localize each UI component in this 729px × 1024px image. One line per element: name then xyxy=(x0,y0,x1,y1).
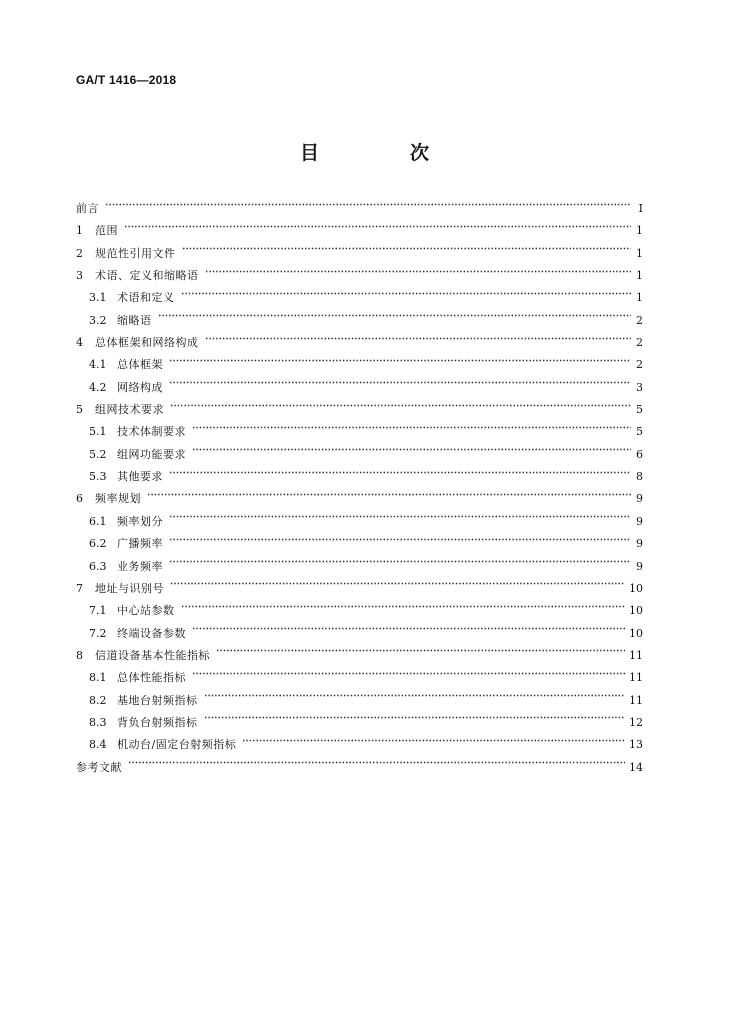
toc-entry-number: 6.1 xyxy=(89,514,107,528)
toc-entry[interactable] xyxy=(76,667,643,689)
toc-entry-title: 地址与识别号 xyxy=(95,581,164,595)
toc-dot-leader xyxy=(205,266,632,276)
toc-entry[interactable] xyxy=(76,265,643,287)
toc-dot-leader xyxy=(158,311,632,321)
toc-entry-number: 7.1 xyxy=(89,604,107,618)
toc-dot-leader xyxy=(242,735,625,745)
toc-entry-title: 信道设备基本性能指标 xyxy=(95,648,210,662)
toc-entry-page: 5 xyxy=(636,403,643,417)
toc-entry[interactable] xyxy=(76,466,643,488)
toc-entry[interactable] xyxy=(76,556,643,578)
toc-dot-leader xyxy=(105,199,631,209)
toc-entry-title: 术语、定义和缩略语 xyxy=(95,269,199,283)
toc-entry-page: 2 xyxy=(636,358,643,372)
toc-entry-page: 6 xyxy=(636,447,643,461)
toc-entry-page: 14 xyxy=(629,760,643,774)
toc-entry-page: 1 xyxy=(636,224,643,238)
toc-entry-number: 7.2 xyxy=(89,626,107,640)
toc-dot-leader xyxy=(169,534,631,544)
toc-dot-leader xyxy=(204,713,626,723)
toc-entry[interactable] xyxy=(76,310,643,332)
toc-entry-title: 广播频率 xyxy=(117,537,163,551)
toc-dot-leader xyxy=(169,355,631,365)
toc-entry[interactable] xyxy=(76,511,643,533)
toc-entry-title: 缩略语 xyxy=(117,313,152,327)
toc-entry[interactable] xyxy=(76,198,643,220)
toc-dot-leader xyxy=(124,221,631,231)
toc-entry[interactable] xyxy=(76,488,643,510)
toc-entry-number: 2 xyxy=(76,246,83,260)
toc-entry-title: 总体框架和网络构成 xyxy=(95,336,199,350)
toc-entry-title: 技术体制要求 xyxy=(117,425,186,439)
toc-entry-title: 频率规划 xyxy=(95,492,141,506)
toc-entry-title: 基地台射频指标 xyxy=(117,693,198,707)
toc-entry-number: 5.3 xyxy=(89,470,107,484)
toc-entry-page: 11 xyxy=(629,648,643,662)
toc-entry-page: 9 xyxy=(636,492,643,506)
toc-entry-title: 范围 xyxy=(95,224,118,238)
toc-entry-page: 10 xyxy=(629,581,643,595)
toc-entry-page: 10 xyxy=(629,626,643,640)
toc-entry-title: 机动台/固定台射频指标 xyxy=(117,738,237,752)
toc-entry[interactable] xyxy=(76,734,643,756)
toc-dot-leader xyxy=(192,445,631,455)
toc-dot-leader xyxy=(205,333,632,343)
toc-entry-page: 1 xyxy=(636,246,643,260)
toc-entry-title: 组网技术要求 xyxy=(95,403,164,417)
table-of-contents xyxy=(76,198,643,779)
toc-dot-leader xyxy=(170,400,631,410)
toc-entry-page: 2 xyxy=(636,313,643,327)
toc-entry-number: 3.1 xyxy=(89,291,107,305)
toc-dot-leader xyxy=(170,579,625,589)
toc-entry-page: 12 xyxy=(629,715,643,729)
toc-entry-page: Ⅰ xyxy=(638,202,643,215)
toc-title: 目 次 xyxy=(299,142,465,164)
toc-entry-page: 11 xyxy=(629,693,643,707)
toc-entry-title: 终端设备参数 xyxy=(117,626,186,640)
toc-entry-number: 5 xyxy=(76,403,83,417)
toc-entry-page: 9 xyxy=(636,559,643,573)
toc-entry[interactable] xyxy=(76,287,643,309)
toc-entry-title: 频率划分 xyxy=(117,514,163,528)
toc-entry-number: 5.1 xyxy=(89,425,107,439)
toc-dot-leader xyxy=(204,691,626,701)
toc-dot-leader xyxy=(181,288,632,298)
toc-entry-title: 中心站参数 xyxy=(117,604,175,618)
toc-entry[interactable] xyxy=(76,332,643,354)
toc-dot-leader xyxy=(169,512,631,522)
toc-dot-leader xyxy=(169,467,631,477)
standard-code: GA/T 1416—2018 xyxy=(76,73,177,87)
toc-entry-number: 4.2 xyxy=(89,380,107,394)
toc-entry[interactable] xyxy=(76,578,643,600)
toc-entry-number: 7 xyxy=(76,581,83,595)
toc-entry[interactable] xyxy=(76,623,643,645)
toc-dot-leader xyxy=(192,624,625,634)
toc-dot-leader xyxy=(192,422,631,432)
toc-entry[interactable] xyxy=(76,243,643,265)
toc-entry-number: 6.2 xyxy=(89,537,107,551)
toc-entry-page: 1 xyxy=(636,291,643,305)
toc-entry-title: 前言 xyxy=(76,202,99,215)
toc-entry-title: 业务频率 xyxy=(117,559,163,573)
toc-entry-title: 背负台射频指标 xyxy=(117,715,198,729)
toc-entry-page: 10 xyxy=(629,604,643,618)
toc-entry-page: 9 xyxy=(636,514,643,528)
toc-entry[interactable] xyxy=(76,690,643,712)
toc-dot-leader xyxy=(181,601,626,611)
toc-entry[interactable] xyxy=(76,377,643,399)
toc-entry[interactable] xyxy=(76,757,643,779)
toc-entry-page: 3 xyxy=(636,380,643,394)
toc-entry-number: 4.1 xyxy=(89,358,107,372)
toc-entry-title: 其他要求 xyxy=(117,470,163,484)
toc-entry-title: 组网功能要求 xyxy=(117,447,186,461)
toc-entry-page: 11 xyxy=(629,671,643,685)
toc-entry-number: 4 xyxy=(76,336,83,350)
toc-entry[interactable] xyxy=(76,533,643,555)
toc-entry-title: 参考文献 xyxy=(76,760,122,774)
toc-entry[interactable] xyxy=(76,354,643,376)
toc-entry[interactable] xyxy=(76,645,643,667)
toc-entry[interactable] xyxy=(76,399,643,421)
toc-entry-title: 网络构成 xyxy=(117,380,163,394)
toc-entry-number: 8 xyxy=(76,648,83,662)
toc-entry-number: 3.2 xyxy=(89,313,107,327)
toc-entry-page: 9 xyxy=(636,537,643,551)
toc-entry-number: 6 xyxy=(76,492,83,506)
toc-entry-page: 2 xyxy=(636,336,643,350)
toc-entry-title: 术语和定义 xyxy=(117,291,175,305)
toc-entry-page: 13 xyxy=(629,738,643,752)
toc-entry-number: 8.2 xyxy=(89,693,107,707)
toc-entry[interactable] xyxy=(76,421,643,443)
toc-dot-leader xyxy=(147,489,631,499)
toc-entry-title: 规范性引用文件 xyxy=(95,246,176,260)
toc-entry[interactable] xyxy=(76,220,643,242)
toc-entry-page: 1 xyxy=(636,269,643,283)
toc-entry-number: 3 xyxy=(76,269,83,283)
toc-entry-number: 6.3 xyxy=(89,559,107,573)
toc-entry-number: 8.3 xyxy=(89,715,107,729)
toc-dot-leader xyxy=(216,646,625,656)
toc-entry-title: 总体性能指标 xyxy=(117,671,186,685)
toc-dot-leader xyxy=(169,557,631,567)
toc-entry-number: 8.1 xyxy=(89,671,107,685)
toc-entry-page: 8 xyxy=(636,470,643,484)
toc-dot-leader xyxy=(192,668,625,678)
toc-entry[interactable] xyxy=(76,712,643,734)
toc-dot-leader xyxy=(169,378,631,388)
toc-dot-leader xyxy=(182,244,632,254)
toc-entry-number: 1 xyxy=(76,224,83,238)
toc-entry[interactable] xyxy=(76,444,643,466)
toc-entry-number: 5.2 xyxy=(89,447,107,461)
toc-entry-number: 8.4 xyxy=(89,738,107,752)
toc-entry[interactable] xyxy=(76,600,643,622)
toc-entry-page: 5 xyxy=(636,425,643,439)
toc-dot-leader xyxy=(128,758,625,768)
toc-entry-title: 总体框架 xyxy=(117,358,163,372)
